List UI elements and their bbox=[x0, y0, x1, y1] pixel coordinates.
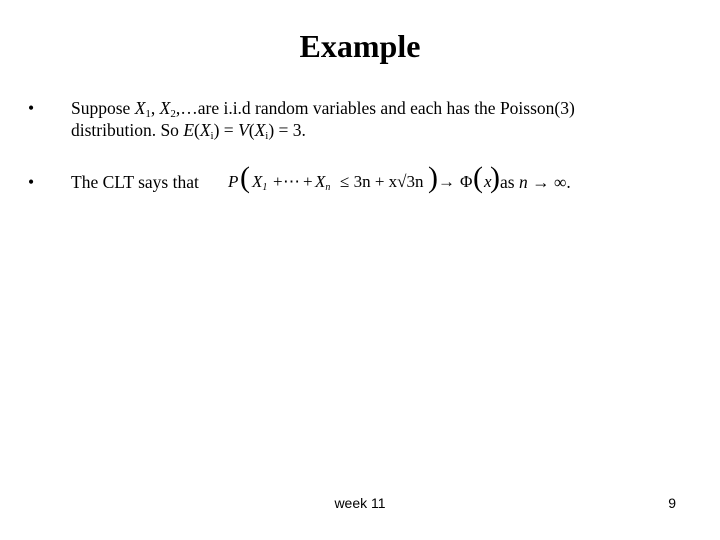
clt-text: The CLT says that bbox=[71, 172, 199, 192]
footer-week: week 11 bbox=[334, 495, 386, 511]
bullet-marker: • bbox=[28, 172, 35, 192]
formula-phi: Φ bbox=[460, 172, 473, 191]
formula-ellipsis: ⋯ bbox=[283, 172, 300, 191]
clt-tail: as n → ∞. bbox=[500, 172, 571, 192]
formula-plus: + bbox=[273, 172, 283, 191]
formula-rparen: ) bbox=[428, 161, 438, 194]
formula-arrow: → bbox=[438, 172, 455, 191]
formula-lparen: ( bbox=[240, 161, 250, 194]
bullet-line-2: distribution. So $E(X_i) = V(X_i) = 3$. bbox=[71, 120, 306, 142]
page-number: 9 bbox=[668, 495, 676, 511]
formula-p: P bbox=[228, 172, 239, 191]
formula-rparen-2: ) bbox=[490, 161, 500, 194]
bullet-line-1: Suppose $X_1$, $X_2,\dots are$ i.i.d random variables and each has the Poisson(3) bbox=[71, 98, 575, 120]
bullet-marker: • bbox=[28, 98, 35, 118]
formula-xn: $X_n$ bbox=[315, 172, 331, 193]
formula-x: x bbox=[484, 172, 492, 191]
slide-title: Example bbox=[299, 28, 421, 64]
formula-plus-2: + bbox=[303, 172, 313, 191]
formula-x1: $X_1$ bbox=[252, 172, 268, 193]
formula-lparen-2: ( bbox=[473, 161, 483, 194]
formula-bound: ≤ 3n + x√3n bbox=[340, 172, 424, 191]
bullet-poisson bbox=[28, 98, 708, 142]
